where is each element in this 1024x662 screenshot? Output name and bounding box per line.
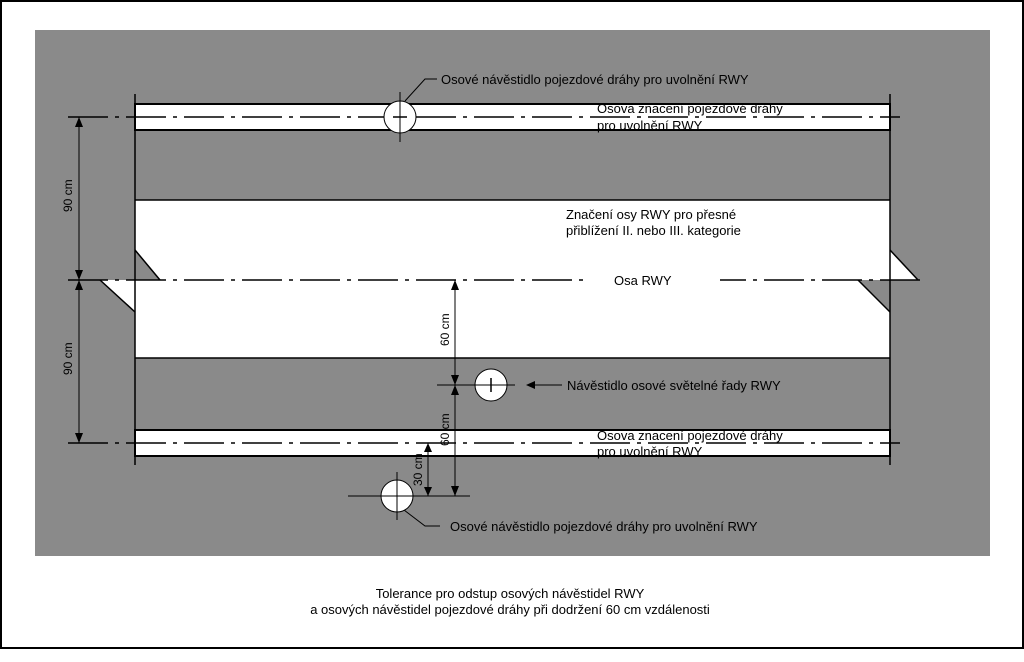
runway-centerline-marking	[100, 200, 918, 358]
label-rwy-marking-1: Značení osy RWY pro přesné	[566, 207, 737, 222]
caption-line-2: a osových návěstidel pojezdové dráhy při dodržení 60 cm vzdálenosti	[310, 602, 710, 617]
label-top-taxi-light: Osové návěstidlo pojezdové dráhy pro uvolnění RWY	[441, 72, 749, 87]
label-top-marking-1: Osova znacení pojezdové dráhy	[597, 101, 783, 116]
label-bottom-marking-1: Osova znacení pojezdové dráhy	[597, 428, 783, 443]
label-rwy-marking-2: přiblížení II. nebo III. kategorie	[566, 223, 741, 238]
dim-label-axis-to-light: 60 cm	[438, 313, 452, 346]
dim-label-light-to-taxi: 60 cm	[438, 413, 452, 446]
label-top-marking-2: pro uvolnění RWY	[597, 118, 703, 133]
figure-caption	[0, 586, 1020, 618]
label-rwy-light: Návěstidlo osové světelné řady RWY	[567, 378, 781, 393]
label-rwy-axis: Osa RWY	[614, 273, 672, 288]
dim-label-lower-90: 90 cm	[61, 342, 75, 375]
dim-label-taxi-to-light: 30 cm	[411, 453, 425, 486]
label-bottom-marking-2: pro uvolnění RWY	[597, 444, 703, 459]
label-bottom-taxi-light: Osové návěstidlo pojezdové dráhy pro uvolnění RWY	[450, 519, 758, 534]
dim-label-upper-90: 90 cm	[61, 179, 75, 212]
caption-line-1: Tolerance pro odstup osových návěstidel RWY	[375, 586, 645, 601]
